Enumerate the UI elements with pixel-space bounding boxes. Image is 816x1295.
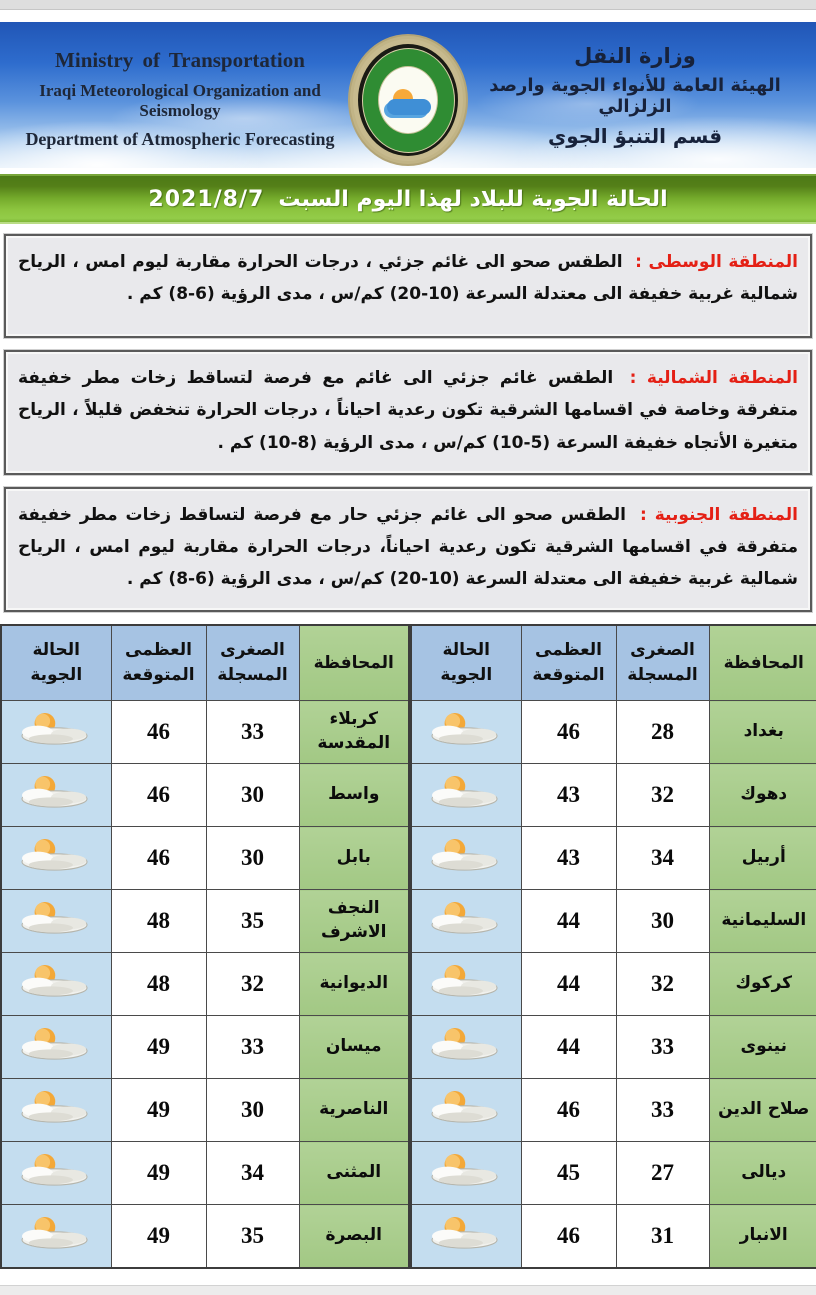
max-temp-cell: 45 <box>521 1142 616 1205</box>
max-temp-cell: 49 <box>111 1016 206 1079</box>
table-row <box>1 953 409 1016</box>
weather-condition-cell <box>1 764 111 827</box>
min-temp-cell: 33 <box>206 701 299 764</box>
table-row <box>1 1016 409 1079</box>
seal-green-ring <box>362 48 455 153</box>
min-temp-cell: 33 <box>616 1016 709 1079</box>
max-temp-cell: 46 <box>521 1205 616 1268</box>
min-temp-cell: 33 <box>616 1079 709 1142</box>
weather-condition-cell <box>1 827 111 890</box>
weather-condition-cell <box>411 953 521 1016</box>
min-temp-cell: 30 <box>206 827 299 890</box>
organization-name-ar: الهيئة العامة للأنواء الجوية وارصد الزلزالي <box>489 75 781 117</box>
sun-behind-cloud-icon <box>418 1150 514 1192</box>
window-top-strip <box>0 0 816 10</box>
province-cell: كربلاء المقدسة <box>299 701 409 764</box>
table-row <box>1 701 409 764</box>
sun-behind-cloud-icon <box>8 898 104 940</box>
table-row <box>411 1079 816 1142</box>
sun-behind-cloud-icon <box>418 1087 514 1129</box>
weather-condition-cell <box>1 953 111 1016</box>
forecast-northern-region <box>4 350 812 475</box>
max-expected-column-header: العظمى المتوقعة <box>111 625 206 701</box>
weather-condition-cell <box>411 1142 521 1205</box>
weather-condition-cell <box>411 827 521 890</box>
province-cell: المثنى <box>299 1142 409 1205</box>
min-temp-cell: 30 <box>616 890 709 953</box>
region-forecast-text: الطقس صحو الى غائم جزئي حار مع فرصة لتساقط زخات مطر خفيفة متفرقة في اقسامها الشرقية تكون رعدية احياناً، درجات الحرارة مقاربة ليوم امس ، الرياح شمالية غربية خفيفة الى معتدلة السرعة (10-20) كم/س ، مدى الرؤية (6-8) كم . <box>18 504 798 590</box>
max-temp-cell: 44 <box>521 1016 616 1079</box>
table-row <box>411 701 816 764</box>
min-temp-cell: 30 <box>206 764 299 827</box>
max-temp-cell: 44 <box>521 890 616 953</box>
region-forecast-text: الطقس صحو الى غائم جزئي ، درجات الحرارة مقاربة ليوم امس ، الرياح شمالية غربية خفيفة الى معتدلة السرعة (10-20) كم/س ، مدى الرؤية (6-8) كم . <box>18 252 798 305</box>
table-row <box>411 890 816 953</box>
province-cell: صلاح الدين <box>709 1079 816 1142</box>
weather-condition-cell <box>1 1016 111 1079</box>
weather-condition-cell <box>411 1205 521 1268</box>
min-temp-cell: 30 <box>206 1079 299 1142</box>
seal-center <box>378 66 438 134</box>
min-temp-cell: 33 <box>206 1016 299 1079</box>
province-cell: السليمانية <box>709 890 816 953</box>
sun-behind-cloud-icon <box>418 772 514 814</box>
sun-behind-cloud-icon <box>8 1087 104 1129</box>
sun-behind-cloud-icon <box>418 835 514 877</box>
temperature-table-left <box>0 624 410 1269</box>
table-row <box>1 1205 409 1268</box>
condition-column-header: الحالة الجوية <box>1 625 111 701</box>
max-temp-cell: 49 <box>111 1205 206 1268</box>
province-cell: بابل <box>299 827 409 890</box>
sun-behind-cloud-icon <box>418 709 514 751</box>
table-header-row <box>1 625 409 701</box>
min-temp-cell: 28 <box>616 701 709 764</box>
min-temp-cell: 34 <box>206 1142 299 1205</box>
min-temp-cell: 32 <box>616 764 709 827</box>
max-temp-cell: 43 <box>521 764 616 827</box>
province-cell: ديالى <box>709 1142 816 1205</box>
cloud-icon <box>387 99 431 115</box>
province-cell: أربيل <box>709 827 816 890</box>
weather-condition-cell <box>411 1079 521 1142</box>
region-forecast-text: الطقس غائم جزئي الى غائم مع فرصة لتساقط زخات مطر خفيفة متفرقة وخاصة في اقسامها الشرقية تكون رعدية احياناً ، درجات الحرارة تنخفض قليلاً ، الرياح متغيرة الأتجاه خفيفة السرعة (5-10) كم/س ، مدى الرؤية (8-10) كم . <box>18 368 798 453</box>
max-temp-cell: 48 <box>111 890 206 953</box>
region-label: المنطقة الشمالية : <box>629 368 798 388</box>
table-row <box>1 764 409 827</box>
department-name-en: Department of Atmospheric Forecasting <box>25 129 335 149</box>
table-header-row <box>411 625 816 701</box>
condition-column-header: الحالة الجوية <box>411 625 521 701</box>
table-row <box>411 1016 816 1079</box>
max-temp-cell: 46 <box>111 827 206 890</box>
province-cell: الانبار <box>709 1205 816 1268</box>
sun-behind-cloud-icon <box>418 961 514 1003</box>
sun-behind-cloud-icon <box>8 835 104 877</box>
regional-forecasts <box>0 224 816 612</box>
table-row <box>1 890 409 953</box>
report-title: الحالة الجوية للبلاد لهذا اليوم السبت <box>278 186 668 212</box>
table-row <box>1 1079 409 1142</box>
ministry-name-en: Ministry of Transportation <box>55 48 305 72</box>
region-label: المنطقة الوسطى : <box>635 252 798 272</box>
min-temp-cell: 31 <box>616 1205 709 1268</box>
table-row <box>1 827 409 890</box>
table-row <box>411 827 816 890</box>
table-row <box>411 764 816 827</box>
organization-seal-logo <box>350 36 466 164</box>
table-row <box>1 1142 409 1205</box>
province-cell: البصرة <box>299 1205 409 1268</box>
top-gap <box>0 10 816 22</box>
province-cell: واسط <box>299 764 409 827</box>
province-cell: ميسان <box>299 1016 409 1079</box>
weather-condition-cell <box>1 1079 111 1142</box>
sun-behind-cloud-icon <box>8 709 104 751</box>
min-temp-cell: 32 <box>206 953 299 1016</box>
max-temp-cell: 43 <box>521 827 616 890</box>
max-temp-cell: 49 <box>111 1142 206 1205</box>
organization-name-en: Iraqi Meteorological Organization and Seismology <box>39 81 321 120</box>
sun-behind-cloud-icon <box>8 1024 104 1066</box>
sun-behind-cloud-icon <box>8 1213 104 1255</box>
bottom-gap <box>0 1269 816 1285</box>
window-bottom-strip <box>0 1285 816 1295</box>
max-temp-cell: 46 <box>521 701 616 764</box>
table-row <box>411 953 816 1016</box>
weather-condition-cell <box>1 1205 111 1268</box>
weather-condition-cell <box>1 1142 111 1205</box>
min-recorded-column-header: الصغرى المسجلة <box>616 625 709 701</box>
province-cell: الديوانية <box>299 953 409 1016</box>
max-temp-cell: 44 <box>521 953 616 1016</box>
table-row <box>411 1142 816 1205</box>
department-name-ar: قسم التنبؤ الجوي <box>547 124 723 148</box>
sun-behind-cloud-icon <box>8 961 104 1003</box>
temperature-table-right <box>410 624 816 1269</box>
weather-condition-cell <box>411 890 521 953</box>
max-temp-cell: 48 <box>111 953 206 1016</box>
min-temp-cell: 27 <box>616 1142 709 1205</box>
max-temp-cell: 49 <box>111 1079 206 1142</box>
sun-behind-cloud-icon <box>8 1150 104 1192</box>
max-temp-cell: 46 <box>521 1079 616 1142</box>
sun-behind-cloud-icon <box>418 898 514 940</box>
min-temp-cell: 35 <box>206 890 299 953</box>
province-column-header: المحافظة <box>709 625 816 701</box>
max-temp-cell: 46 <box>111 764 206 827</box>
province-cell: الناصرية <box>299 1079 409 1142</box>
weather-condition-cell <box>1 890 111 953</box>
min-temp-cell: 34 <box>616 827 709 890</box>
province-cell: كركوك <box>709 953 816 1016</box>
report-title-bar <box>0 174 816 224</box>
forecast-central-region <box>4 234 812 338</box>
sun-behind-cloud-icon <box>418 1024 514 1066</box>
province-cell: النجف الاشرف <box>299 890 409 953</box>
max-expected-column-header: العظمى المتوقعة <box>521 625 616 701</box>
ministry-name-ar: وزارة النقل <box>574 44 696 68</box>
weather-condition-cell <box>411 1016 521 1079</box>
report-date: 2021/8/7 <box>148 186 265 212</box>
province-cell: دهوك <box>709 764 816 827</box>
max-temp-cell: 46 <box>111 701 206 764</box>
sun-behind-cloud-icon <box>8 772 104 814</box>
forecast-southern-region <box>4 487 812 612</box>
weather-condition-cell <box>411 701 521 764</box>
min-recorded-column-header: الصغرى المسجلة <box>206 625 299 701</box>
letterhead-arabic <box>462 44 808 148</box>
temperature-tables <box>0 624 816 1269</box>
sun-behind-cloud-icon <box>418 1213 514 1255</box>
min-temp-cell: 35 <box>206 1205 299 1268</box>
letterhead-banner <box>0 22 816 168</box>
min-temp-cell: 32 <box>616 953 709 1016</box>
province-cell: نينوى <box>709 1016 816 1079</box>
weather-condition-cell <box>411 764 521 827</box>
province-cell: بغداد <box>709 701 816 764</box>
weather-condition-cell <box>1 701 111 764</box>
table-row <box>411 1205 816 1268</box>
region-label: المنطقة الجنوبية : <box>639 504 799 525</box>
province-column-header: المحافظة <box>299 625 409 701</box>
seal-outer-ring <box>358 44 458 156</box>
letterhead-english <box>6 48 354 150</box>
